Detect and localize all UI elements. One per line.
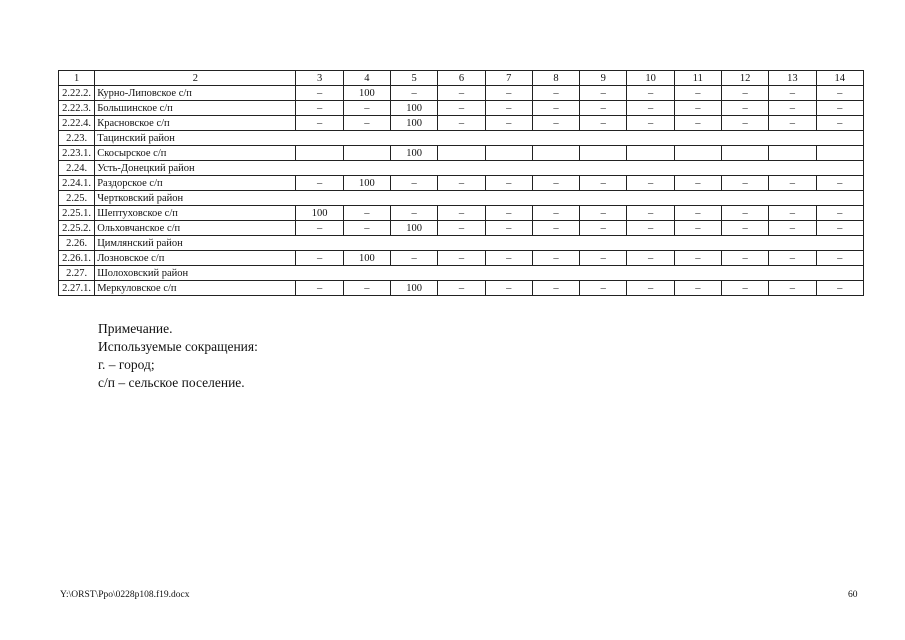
- settlement-name: Меркуловское с/п: [95, 281, 296, 296]
- table-group-row: [59, 131, 864, 146]
- value-cell: –: [343, 116, 390, 131]
- table-row: [59, 221, 864, 236]
- value-cell: –: [532, 176, 579, 191]
- district-name: Цимлянский район: [95, 236, 864, 251]
- value-cell: –: [722, 206, 769, 221]
- value-cell: –: [296, 86, 343, 101]
- value-cell: –: [296, 101, 343, 116]
- value-cell: –: [580, 176, 627, 191]
- row-code: 2.26.1.: [59, 251, 95, 266]
- value-cell: –: [816, 281, 863, 296]
- value-cell: –: [438, 176, 485, 191]
- settlement-name: Раздорское с/п: [95, 176, 296, 191]
- value-cell: –: [769, 206, 816, 221]
- value-cell: –: [391, 251, 438, 266]
- value-cell: –: [674, 281, 721, 296]
- value-cell: [816, 146, 863, 161]
- value-cell: –: [438, 101, 485, 116]
- value-cell: –: [722, 281, 769, 296]
- table-row: [59, 281, 864, 296]
- value-cell: –: [627, 221, 674, 236]
- value-cell: –: [722, 221, 769, 236]
- settlement-name: Шептуховское с/п: [95, 206, 296, 221]
- column-header: 12: [722, 71, 769, 86]
- value-cell: –: [769, 86, 816, 101]
- note-subtitle: Используемые сокращения:: [98, 339, 258, 354]
- value-cell: –: [816, 251, 863, 266]
- row-code: 2.22.4.: [59, 116, 95, 131]
- value-cell: [769, 146, 816, 161]
- column-header: 3: [296, 71, 343, 86]
- value-cell: 100: [391, 146, 438, 161]
- value-cell: –: [296, 251, 343, 266]
- value-cell: –: [532, 101, 579, 116]
- value-cell: –: [816, 206, 863, 221]
- district-name: Тацинский район: [95, 131, 864, 146]
- value-cell: –: [296, 281, 343, 296]
- value-cell: –: [674, 86, 721, 101]
- row-code: 2.23.: [59, 131, 95, 146]
- value-cell: –: [343, 101, 390, 116]
- column-header: 4: [343, 71, 390, 86]
- table-row: [59, 206, 864, 221]
- column-header: 14: [816, 71, 863, 86]
- value-cell: –: [627, 176, 674, 191]
- value-cell: –: [722, 251, 769, 266]
- value-cell: –: [532, 116, 579, 131]
- value-cell: –: [438, 251, 485, 266]
- value-cell: –: [391, 176, 438, 191]
- value-cell: 100: [391, 281, 438, 296]
- table-row: [59, 101, 864, 116]
- value-cell: –: [816, 101, 863, 116]
- table-row: [59, 251, 864, 266]
- page-number: 60: [848, 590, 858, 600]
- value-cell: –: [722, 101, 769, 116]
- settlement-name: Большинское с/п: [95, 101, 296, 116]
- value-cell: –: [580, 221, 627, 236]
- settlement-name: Лозновское с/п: [95, 251, 296, 266]
- value-cell: –: [391, 86, 438, 101]
- value-cell: –: [627, 101, 674, 116]
- value-cell: –: [722, 176, 769, 191]
- value-cell: –: [485, 176, 532, 191]
- table-body: [59, 71, 864, 296]
- footer-file-path: Y:\ORST\Ppo\0228p108.f19.docx: [60, 590, 190, 600]
- value-cell: –: [532, 221, 579, 236]
- table-group-row: [59, 266, 864, 281]
- value-cell: –: [816, 221, 863, 236]
- column-header: 9: [580, 71, 627, 86]
- value-cell: –: [485, 206, 532, 221]
- value-cell: –: [343, 221, 390, 236]
- row-code: 2.27.1.: [59, 281, 95, 296]
- value-cell: –: [722, 86, 769, 101]
- value-cell: –: [438, 206, 485, 221]
- value-cell: –: [769, 221, 816, 236]
- value-cell: [532, 146, 579, 161]
- value-cell: –: [438, 86, 485, 101]
- value-cell: –: [485, 86, 532, 101]
- table-group-row: [59, 236, 864, 251]
- settlement-name: Скосырское с/п: [95, 146, 296, 161]
- row-code: 2.23.1.: [59, 146, 95, 161]
- value-cell: –: [627, 86, 674, 101]
- value-cell: –: [816, 176, 863, 191]
- value-cell: –: [532, 251, 579, 266]
- value-cell: [580, 146, 627, 161]
- value-cell: –: [485, 116, 532, 131]
- row-code: 2.25.: [59, 191, 95, 206]
- value-cell: 100: [343, 86, 390, 101]
- table-row: [59, 176, 864, 191]
- table-row: [59, 116, 864, 131]
- value-cell: –: [343, 206, 390, 221]
- value-cell: –: [816, 116, 863, 131]
- value-cell: –: [532, 206, 579, 221]
- column-header: 7: [485, 71, 532, 86]
- table-row: [59, 86, 864, 101]
- value-cell: 100: [391, 221, 438, 236]
- value-cell: [296, 146, 343, 161]
- value-cell: –: [674, 101, 721, 116]
- value-cell: –: [580, 101, 627, 116]
- value-cell: –: [627, 251, 674, 266]
- row-code: 2.25.2.: [59, 221, 95, 236]
- value-cell: –: [485, 251, 532, 266]
- value-cell: [627, 146, 674, 161]
- value-cell: –: [296, 221, 343, 236]
- row-code: 2.24.1.: [59, 176, 95, 191]
- value-cell: –: [674, 116, 721, 131]
- column-header: 13: [769, 71, 816, 86]
- value-cell: –: [580, 251, 627, 266]
- column-header: 11: [674, 71, 721, 86]
- value-cell: –: [769, 116, 816, 131]
- value-cell: [343, 146, 390, 161]
- value-cell: –: [816, 86, 863, 101]
- value-cell: –: [296, 176, 343, 191]
- value-cell: –: [485, 101, 532, 116]
- table-header-row: [59, 71, 864, 86]
- value-cell: –: [438, 116, 485, 131]
- district-name: Шолоховский район: [95, 266, 864, 281]
- value-cell: –: [485, 281, 532, 296]
- row-code: 2.26.: [59, 236, 95, 251]
- value-cell: –: [532, 281, 579, 296]
- district-name: Чертковский район: [95, 191, 864, 206]
- table-group-row: [59, 191, 864, 206]
- note-block: [98, 320, 258, 392]
- column-header: 1: [59, 71, 95, 86]
- value-cell: –: [438, 221, 485, 236]
- value-cell: –: [580, 281, 627, 296]
- note-title: Примечание.: [98, 321, 173, 336]
- row-code: 2.25.1.: [59, 206, 95, 221]
- note-item: с/п – сельское поселение.: [98, 375, 245, 390]
- row-code: 2.22.2.: [59, 86, 95, 101]
- column-header: 8: [532, 71, 579, 86]
- table-group-row: [59, 161, 864, 176]
- value-cell: –: [391, 206, 438, 221]
- column-header: 6: [438, 71, 485, 86]
- note-item: г. – город;: [98, 357, 155, 372]
- value-cell: [674, 146, 721, 161]
- column-header: 10: [627, 71, 674, 86]
- settlement-name: Ольховчанское с/п: [95, 221, 296, 236]
- value-cell: –: [580, 116, 627, 131]
- value-cell: –: [627, 206, 674, 221]
- value-cell: –: [532, 86, 579, 101]
- settlement-name: Курно-Липовское с/п: [95, 86, 296, 101]
- row-code: 2.24.: [59, 161, 95, 176]
- column-header: 5: [391, 71, 438, 86]
- district-name: Усть-Донецкий район: [95, 161, 864, 176]
- value-cell: –: [769, 281, 816, 296]
- settlement-name: Красновское с/п: [95, 116, 296, 131]
- value-cell: –: [769, 251, 816, 266]
- value-cell: –: [296, 116, 343, 131]
- value-cell: –: [343, 281, 390, 296]
- data-table: [58, 70, 864, 296]
- value-cell: –: [438, 281, 485, 296]
- value-cell: [722, 146, 769, 161]
- value-cell: –: [674, 176, 721, 191]
- table-row: [59, 146, 864, 161]
- column-header: 2: [95, 71, 296, 86]
- value-cell: –: [769, 101, 816, 116]
- value-cell: –: [674, 221, 721, 236]
- value-cell: 100: [343, 176, 390, 191]
- value-cell: –: [674, 251, 721, 266]
- value-cell: –: [674, 206, 721, 221]
- value-cell: [485, 146, 532, 161]
- value-cell: –: [580, 86, 627, 101]
- row-code: 2.27.: [59, 266, 95, 281]
- value-cell: –: [627, 116, 674, 131]
- value-cell: 100: [391, 101, 438, 116]
- value-cell: 100: [343, 251, 390, 266]
- value-cell: –: [627, 281, 674, 296]
- row-code: 2.22.3.: [59, 101, 95, 116]
- value-cell: –: [722, 116, 769, 131]
- value-cell: [438, 146, 485, 161]
- value-cell: –: [769, 176, 816, 191]
- value-cell: –: [485, 221, 532, 236]
- value-cell: 100: [296, 206, 343, 221]
- value-cell: –: [580, 206, 627, 221]
- value-cell: 100: [391, 116, 438, 131]
